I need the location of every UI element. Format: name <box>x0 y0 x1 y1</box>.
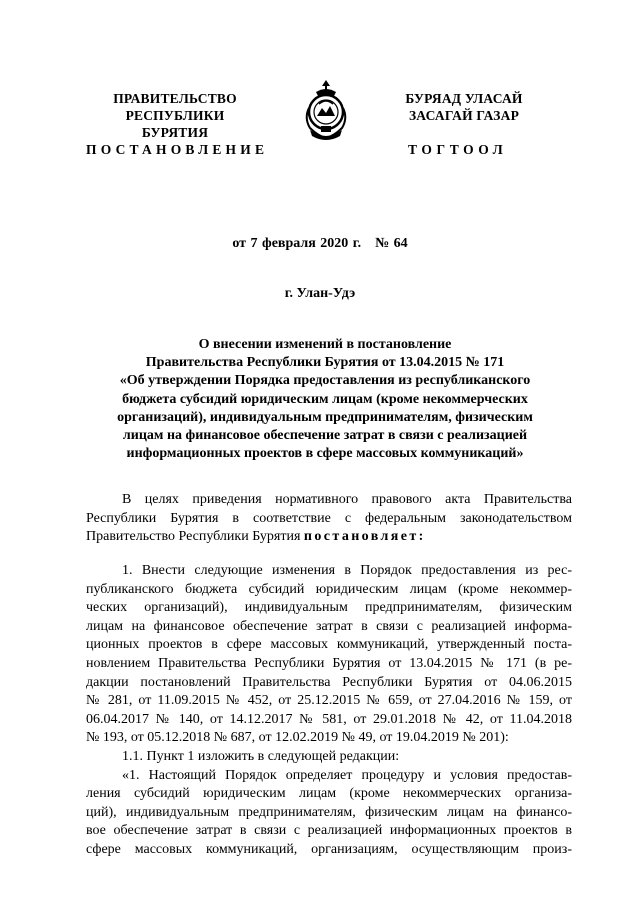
body-line: ческих организаций), индивидуальным предпринимателям, физическим <box>86 600 572 616</box>
doc-type-buryat: ТОГТООЛ <box>408 142 508 157</box>
preamble-line: В целях приведения нормативного правового акта Правительства <box>122 492 572 507</box>
body-line: новлением Правительства Республики Бурятия от 13.04.2015 № 171 (в ре- <box>86 655 572 671</box>
body-line: вое обеспечение затрат в связи с реализацией информационных проектов в <box>86 823 572 839</box>
subject-line: «Об утверждении Порядка предоставления из республиканского <box>119 373 531 389</box>
org-name-buryat <box>384 90 544 124</box>
org-name-russian <box>100 90 250 141</box>
body-line: лицам на финансовое обеспечение затрат в связи с реализацией информа- <box>86 618 572 634</box>
preamble-line: Республики Бурятия в соответствие с федеральным законодательством <box>86 510 572 526</box>
decree-subject <box>86 336 564 463</box>
decree-word: постановляет: <box>303 529 426 545</box>
subject-line: организаций), индивидуальным предпринимателям, физическим <box>117 409 533 425</box>
body-line: «1. Настоящий Порядок определяет процедуру и условия предостав- <box>122 767 572 783</box>
body-line: ления субсидий юридическим лицам (кроме некоммерческих организа- <box>86 786 572 802</box>
decree-number: № 64 <box>375 236 408 251</box>
preamble-paragraph <box>86 491 572 547</box>
subject-line: информационных проектов в сфере массовых коммуникаций» <box>126 446 524 462</box>
body-line: 06.04.2017 № 140, от 14.12.2017 № 581, от 29.01.2018 № 42, от 11.04.2018 <box>86 711 572 727</box>
body-line: дакции постановлений Правительства Республики Бурятия от 04.06.2015 <box>86 674 572 690</box>
coat-of-arms-icon <box>300 78 352 142</box>
body-line: публиканского бюджета субсидий юридическим лицам (кроме некоммер- <box>86 581 572 597</box>
org-name-buryat-line1: БУРЯАД УЛАСАЙ <box>405 91 523 106</box>
org-name-buryat-line2: ЗАСАГАЙ ГАЗАР <box>408 108 520 123</box>
body-line: № 193, от 05.12.2018 № 687, от 12.02.2019 № 49, от 19.04.2019 № 201): <box>86 730 509 746</box>
body-line: № 281, от 11.09.2015 № 452, от 25.12.2015 № 659, от 27.04.2016 № 159, от <box>86 693 572 709</box>
body-line: ций), индивидуальным предпринимателям, физическим лицам на финансо- <box>86 804 572 820</box>
body-line: сфере массовых коммуникаций, организациям, осуществляющим произ- <box>86 841 572 857</box>
decree-body <box>86 562 572 860</box>
doc-type-russian: ПОСТАНОВЛЕНИЕ <box>86 142 269 157</box>
org-name-russian-line1: ПРАВИТЕЛЬСТВО <box>113 91 237 106</box>
subject-line: О внесении изменений в постановление <box>198 337 452 352</box>
org-name-russian-line2: РЕСПУБЛИКИ БУРЯТИЯ <box>125 108 225 140</box>
body-line: 1.1. Пункт 1 изложить в следующей редакции: <box>122 748 400 764</box>
body-line: ционных проектов в сфере массовых коммуникаций, утвержденный поста- <box>86 637 572 653</box>
subject-line: бюджета субсидий юридическим лицам (кроме некоммерческих <box>122 391 528 407</box>
preamble-last-line <box>86 528 572 547</box>
decree-city: г. Улан-Удэ <box>284 286 356 301</box>
subject-line: Правительства Республики Бурятия от 13.04.2015 № 171 <box>145 355 505 371</box>
decree-date-line <box>0 236 640 252</box>
decree-date: от 7 февраля 2020 г. <box>232 236 362 251</box>
body-line: 1. Внести следующие изменения в Порядок предоставления из рес- <box>122 563 572 578</box>
preamble-government: Правительство Республики Бурятия <box>86 529 301 545</box>
subject-line: лицам на финансовое обеспечение затрат в связи с реализацией <box>122 428 528 444</box>
